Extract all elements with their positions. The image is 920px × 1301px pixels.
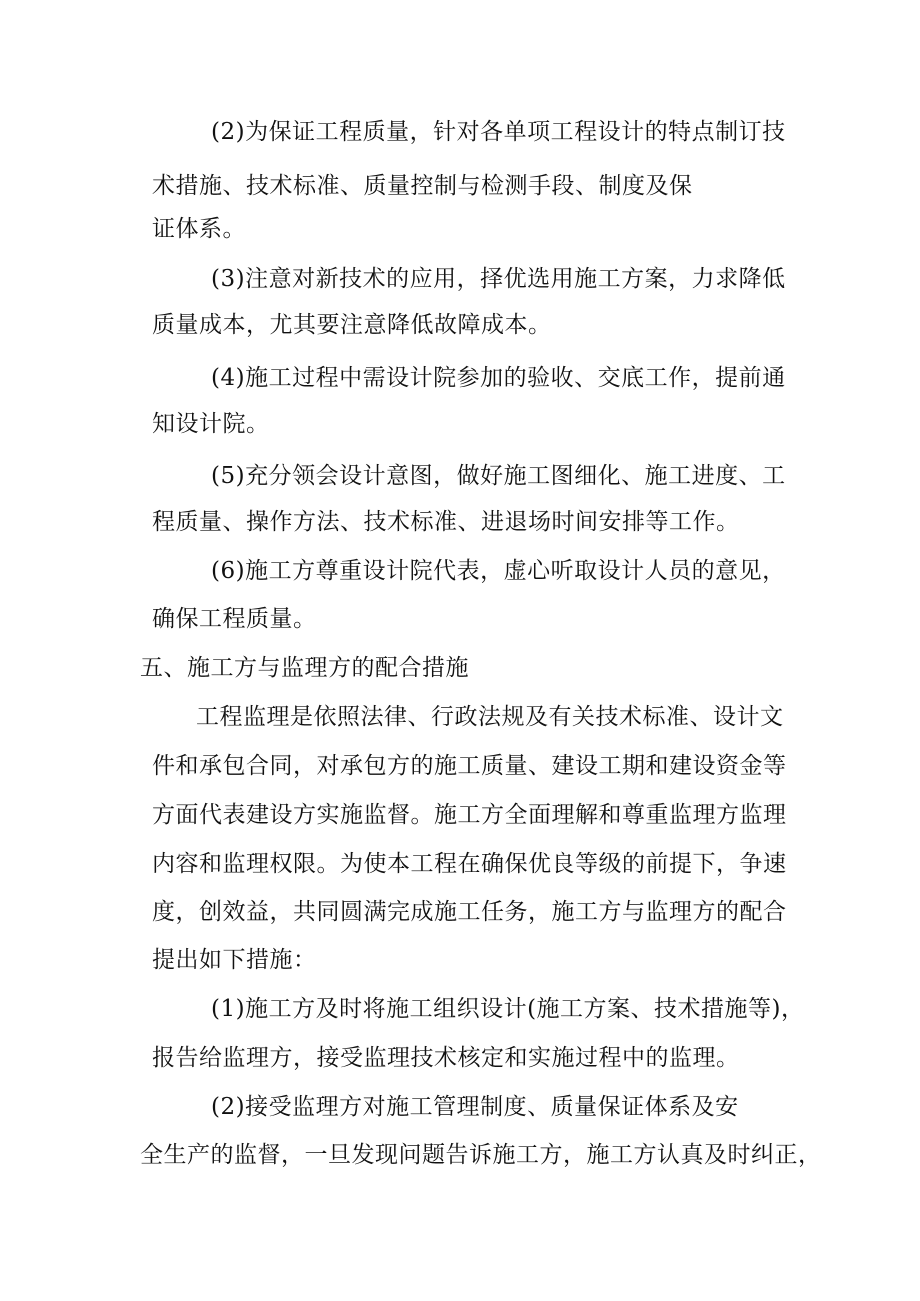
text-line-13: 工程监理是依照法律、行政法规及有关技术标准、设计文 [196,704,784,730]
text-line-1: (2)为保证工程质量，针对各单项工程设计的特点制订技 [211,119,786,145]
text-line-7: 知设计院。 [152,411,270,437]
text-line-17: 度，创效益，共同圆满完成施工任务，施工方与监理方的配合 [152,899,787,925]
text-line-8: (5)充分领会设计意图，做好施工图细化、施工进度、工 [211,463,786,489]
text-line-20: 报告给监理方，接受监理技术核定和实施过程中的监理。 [152,1045,740,1071]
text-line-19: (1)施工方及时将施工组织设计(施工方案、技术措施等)， [211,996,805,1022]
text-line-22: 全生产的监督，一旦发现问题告诉施工方，施工方认真及时纠正， [140,1142,822,1168]
text-line-2: 术措施、技术标准、质量控制与检测手段、制度及保 [152,173,693,199]
text-line-21: (2)接受监理方对施工管理制度、质量保证体系及安 [211,1094,739,1120]
text-line-9: 程质量、操作方法、技术标准、进退场时间安排等工作。 [152,509,740,535]
text-line-10: (6)施工方尊重设计院代表，虚心听取设计人员的意见， [211,558,786,584]
text-line-16: 内容和监理权限。为使本工程在确保优良等级的前提下，争速 [152,851,787,877]
text-line-5: 质量成本，尤其要注意降低故障成本。 [152,312,552,338]
text-line-18: 提出如下措施： [152,947,317,973]
text-line-14: 件和承包合同，对承包方的施工质量、建设工期和建设资金等 [152,753,787,779]
section-heading: 五、施工方与监理方的配合措施 [140,655,469,681]
text-line-4: (3)注意对新技术的应用，择优选用施工方案，力求降低 [211,266,786,292]
text-line-15: 方面代表建设方实施监督。施工方全面理解和尊重监理方监理 [152,802,787,828]
text-line-6: (4)施工过程中需设计院参加的验收、交底工作，提前通 [211,365,786,391]
text-line-3: 证体系。 [152,216,246,242]
text-line-11: 确保工程质量。 [152,606,317,632]
